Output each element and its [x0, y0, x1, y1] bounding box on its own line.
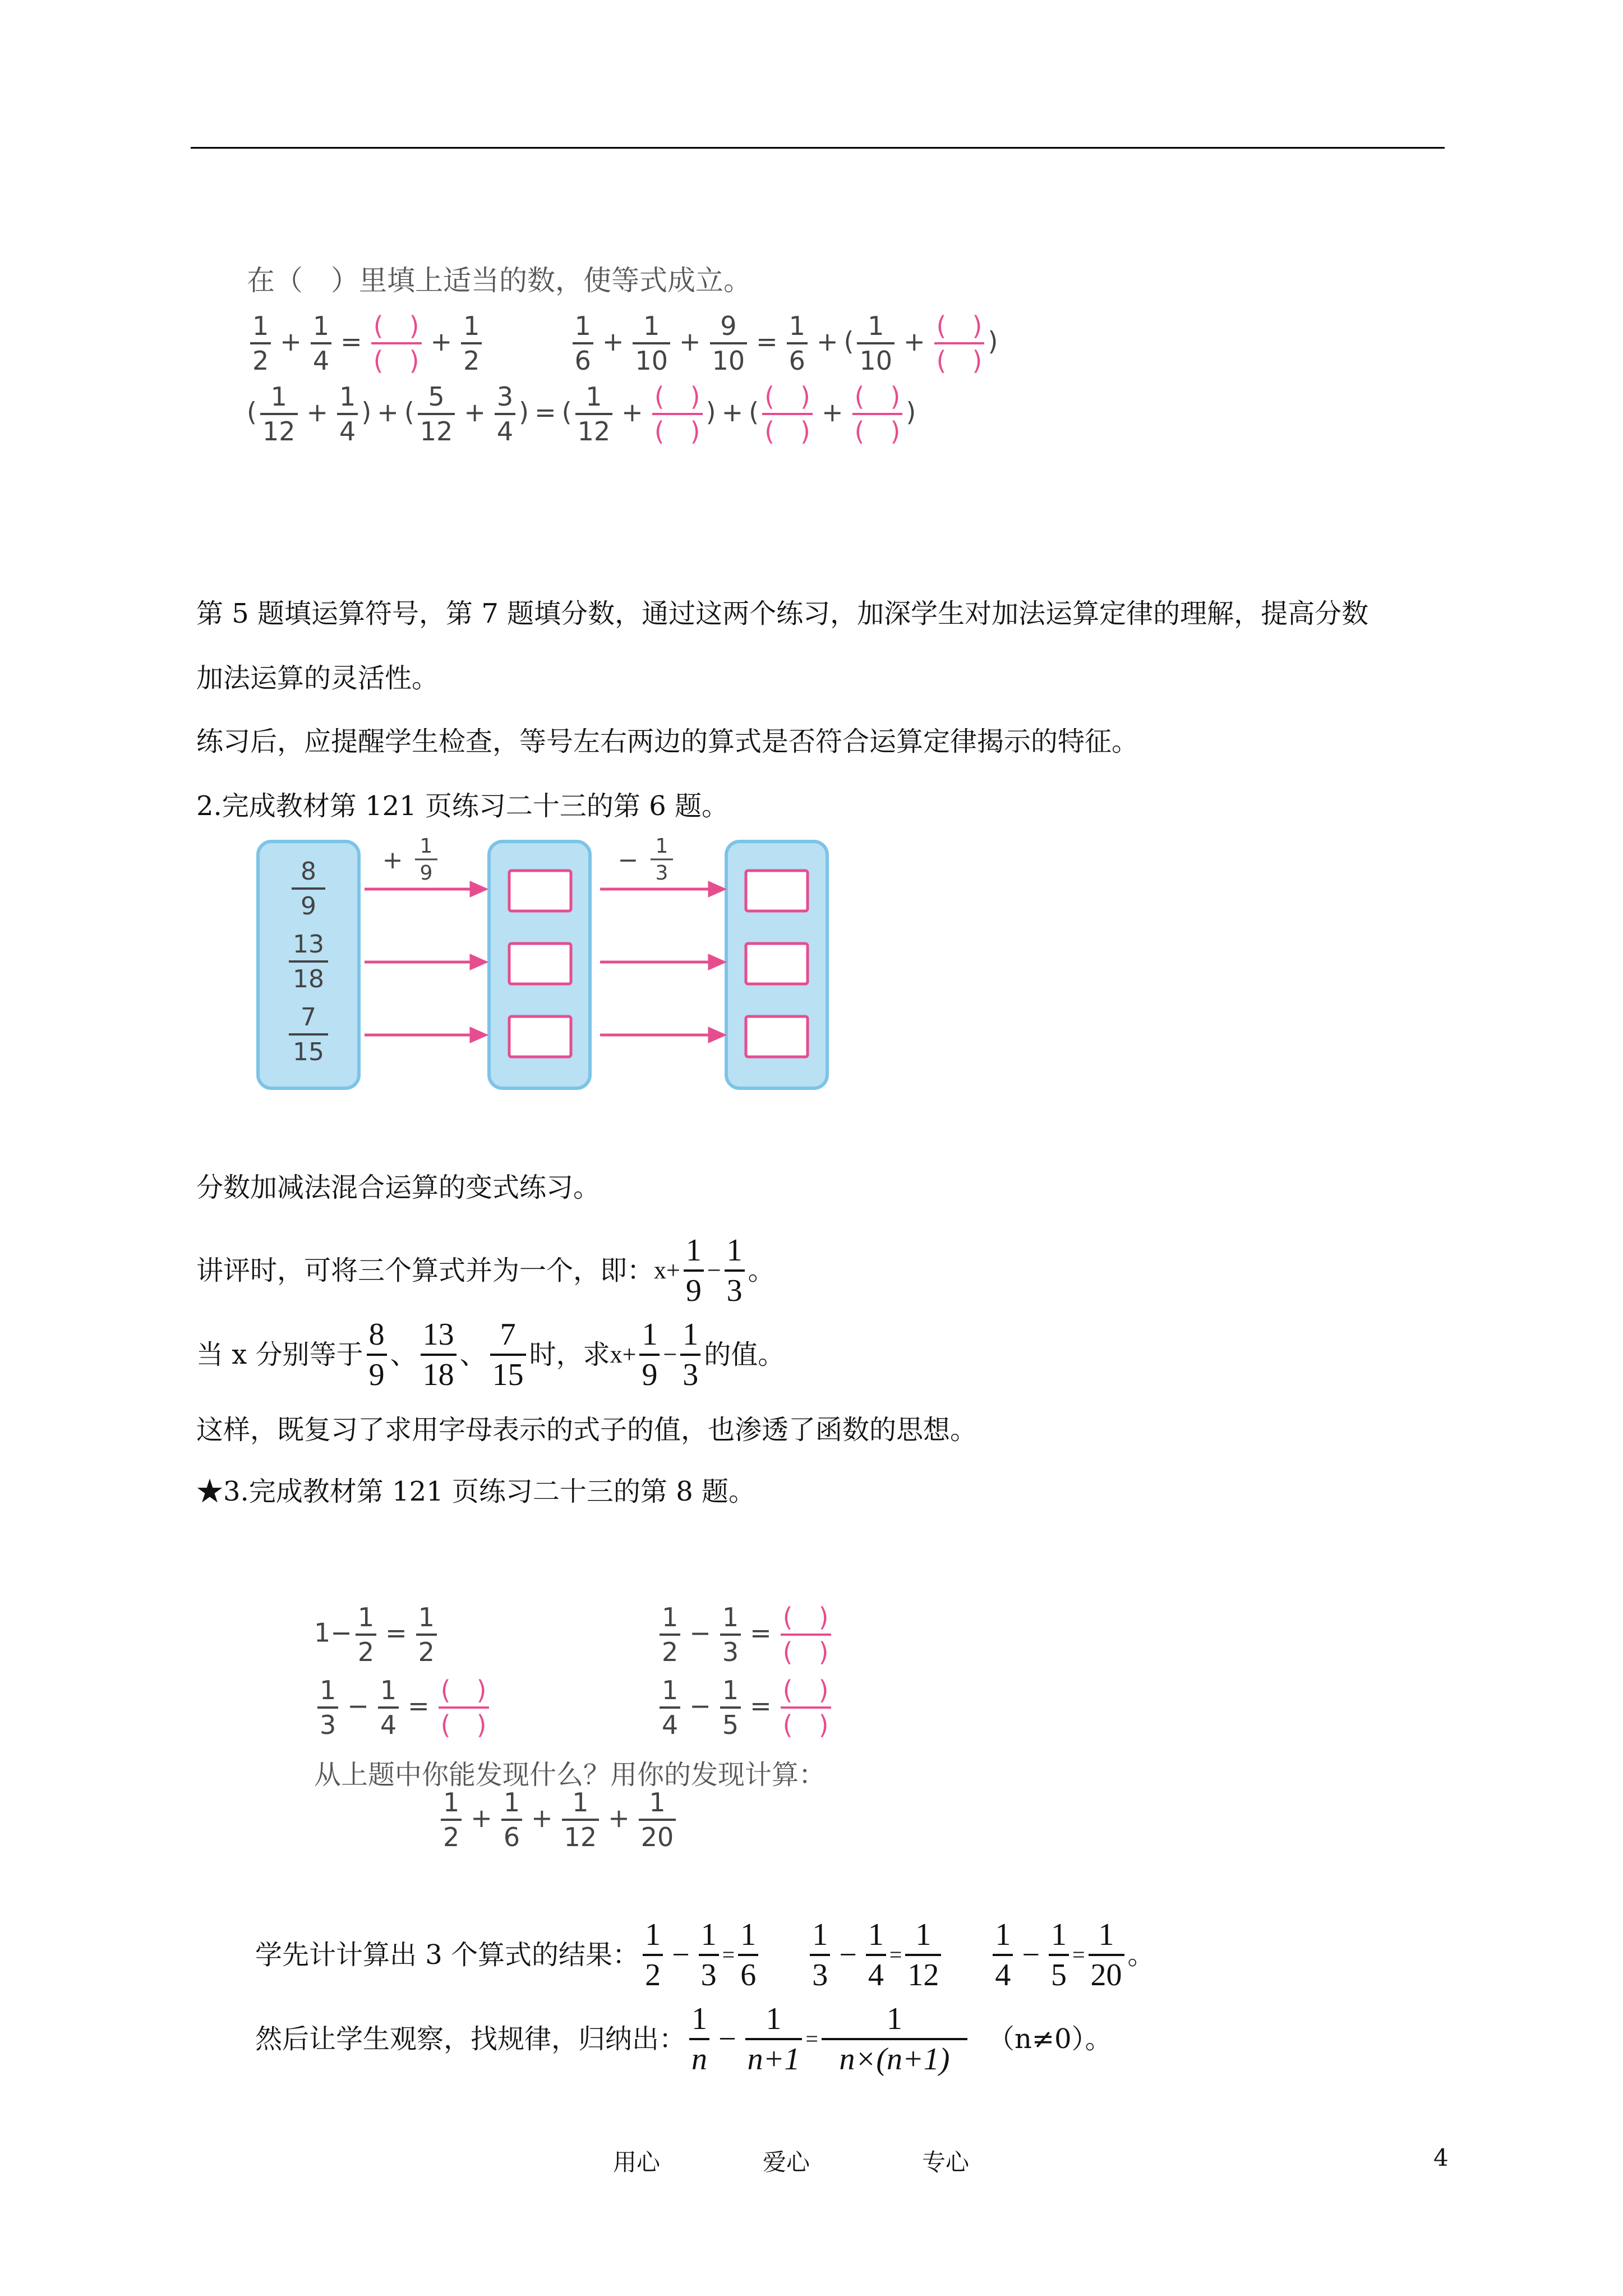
figure-pattern-exercise: [314, 1604, 931, 1874]
op1-num: 1: [419, 835, 433, 858]
fig3-eq-4: $\frac{1}{4}$ − $\frac{1}{5}$ = ( ) ( ): [656, 1677, 834, 1738]
fig1-instruction: 在（ ）里填上适当的数，使等式成立。: [247, 264, 751, 297]
fig3-eq-1: 1− $\frac{1}{2}$ = $\frac{1}{2}$: [314, 1604, 440, 1665]
start-value-2-num: 13: [293, 930, 324, 959]
start-value-1-den: 9: [301, 892, 316, 921]
answer-box: [509, 944, 571, 984]
footer-word-1: 用心: [613, 2148, 661, 2176]
start-value-3-num: 7: [301, 1003, 316, 1032]
fig3-eq-2: $\frac{1}{2}$ − $\frac{1}{3}$ = ( ) ( ): [656, 1604, 834, 1665]
answer-box: [509, 1016, 571, 1057]
op2-num: 1: [655, 835, 668, 858]
figure-fill-parentheses: [247, 258, 998, 447]
header-rule: [191, 147, 1445, 149]
op1-sign: +: [382, 846, 403, 875]
paragraph-6: 当 x 分别等于 8 9 、 13 18 、 7 15 时，求 x + 1 9 − 1 3 的值。: [196, 1317, 785, 1392]
paragraph-4: 分数加减法混合运算的变式练习。: [196, 1172, 601, 1203]
answer-box: [746, 871, 808, 911]
footer-word-2: 爱心: [763, 2148, 810, 2176]
op2-den: 3: [655, 862, 668, 885]
fig3-question: 从上题中你能发现什么？用你的发现计算：: [314, 1759, 826, 1791]
paragraph-9: 学先计计算出 3 个算式的结果： 1 2 − 1 3 = 1 6 1 3 − 1 4 = 1 12 1 4 − 1 5 = 1 20 。: [255, 1917, 1155, 1993]
paragraph-2: 练习后，应提醒学生检查，等号左右两边的算式是否符合运算定律揭示的特征。: [196, 726, 1139, 757]
start-value-2-den: 18: [293, 965, 324, 993]
page-number: 4: [1433, 2144, 1449, 2171]
answer-box: [746, 1016, 808, 1057]
fig3-sum: $\frac{1}{2}$ + $\frac{1}{6}$ + $\frac{1}{12}$ + $\frac{1}{20}$: [437, 1789, 679, 1850]
answer-box: [746, 944, 808, 984]
paragraph-10: 然后让学生观察，找规律，归纳出： 1 n − 1 n+1 = 1 n×(n+1) （n≠0）。: [255, 2001, 1112, 2077]
paragraph-3: 2.完成教材第 121 页练习二十三的第 6 题。: [196, 790, 728, 822]
fig3-eq-3: $\frac{1}{3}$ − $\frac{1}{4}$ = ( ) ( ): [314, 1677, 492, 1738]
op2-sign: −: [617, 846, 639, 875]
footer-word-3: 专心: [922, 2148, 970, 2176]
paragraph-5: 讲评时，可将三个算式并为一个，即： x + 1 9 − 1 3 。: [196, 1233, 775, 1308]
op1-den: 9: [419, 862, 433, 885]
fig1-row2: ( $\frac{1}{12}$ + $\frac{1}{4}$ ) + ( $\frac{5}{12}$ + $\frac{3}{4}$ ) = ( $\frac{1}{12}$ + ( ) ( ) ) + ( ( ) ( ) + ( ) ( ) ): [247, 381, 916, 447]
start-value-1-num: 8: [301, 857, 316, 886]
paragraph-7: 这样，既复习了求用字母表示的式子的值，也渗透了函数的思想。: [196, 1414, 978, 1446]
answer-box: [509, 871, 571, 911]
fig1-row1: $\frac{1}{2}$ + $\frac{1}{4}$ = ( ) ( ) + $\frac{1}{2}$ $\frac{1}{6}$ + $\frac{1}{10}$ + $\frac{9}{10}$ = $\frac{1}{6}$ + ( $\frac{1}{10}$ + ( ) ( ) ): [247, 313, 998, 374]
start-value-3-den: 15: [293, 1038, 324, 1066]
figure-arrow-diagram: [247, 830, 852, 1099]
paragraph-1-line-2: 加法运算的灵活性。: [196, 662, 439, 694]
paragraph-1-line-1: 第 5 题填运算符号，第 7 题填分数，通过这两个练习，加深学生对加法运算定律的理解，提高分数: [196, 598, 1369, 629]
paragraph-8: ★3.完成教材第 121 页练习二十三的第 8 题。: [196, 1476, 755, 1507]
